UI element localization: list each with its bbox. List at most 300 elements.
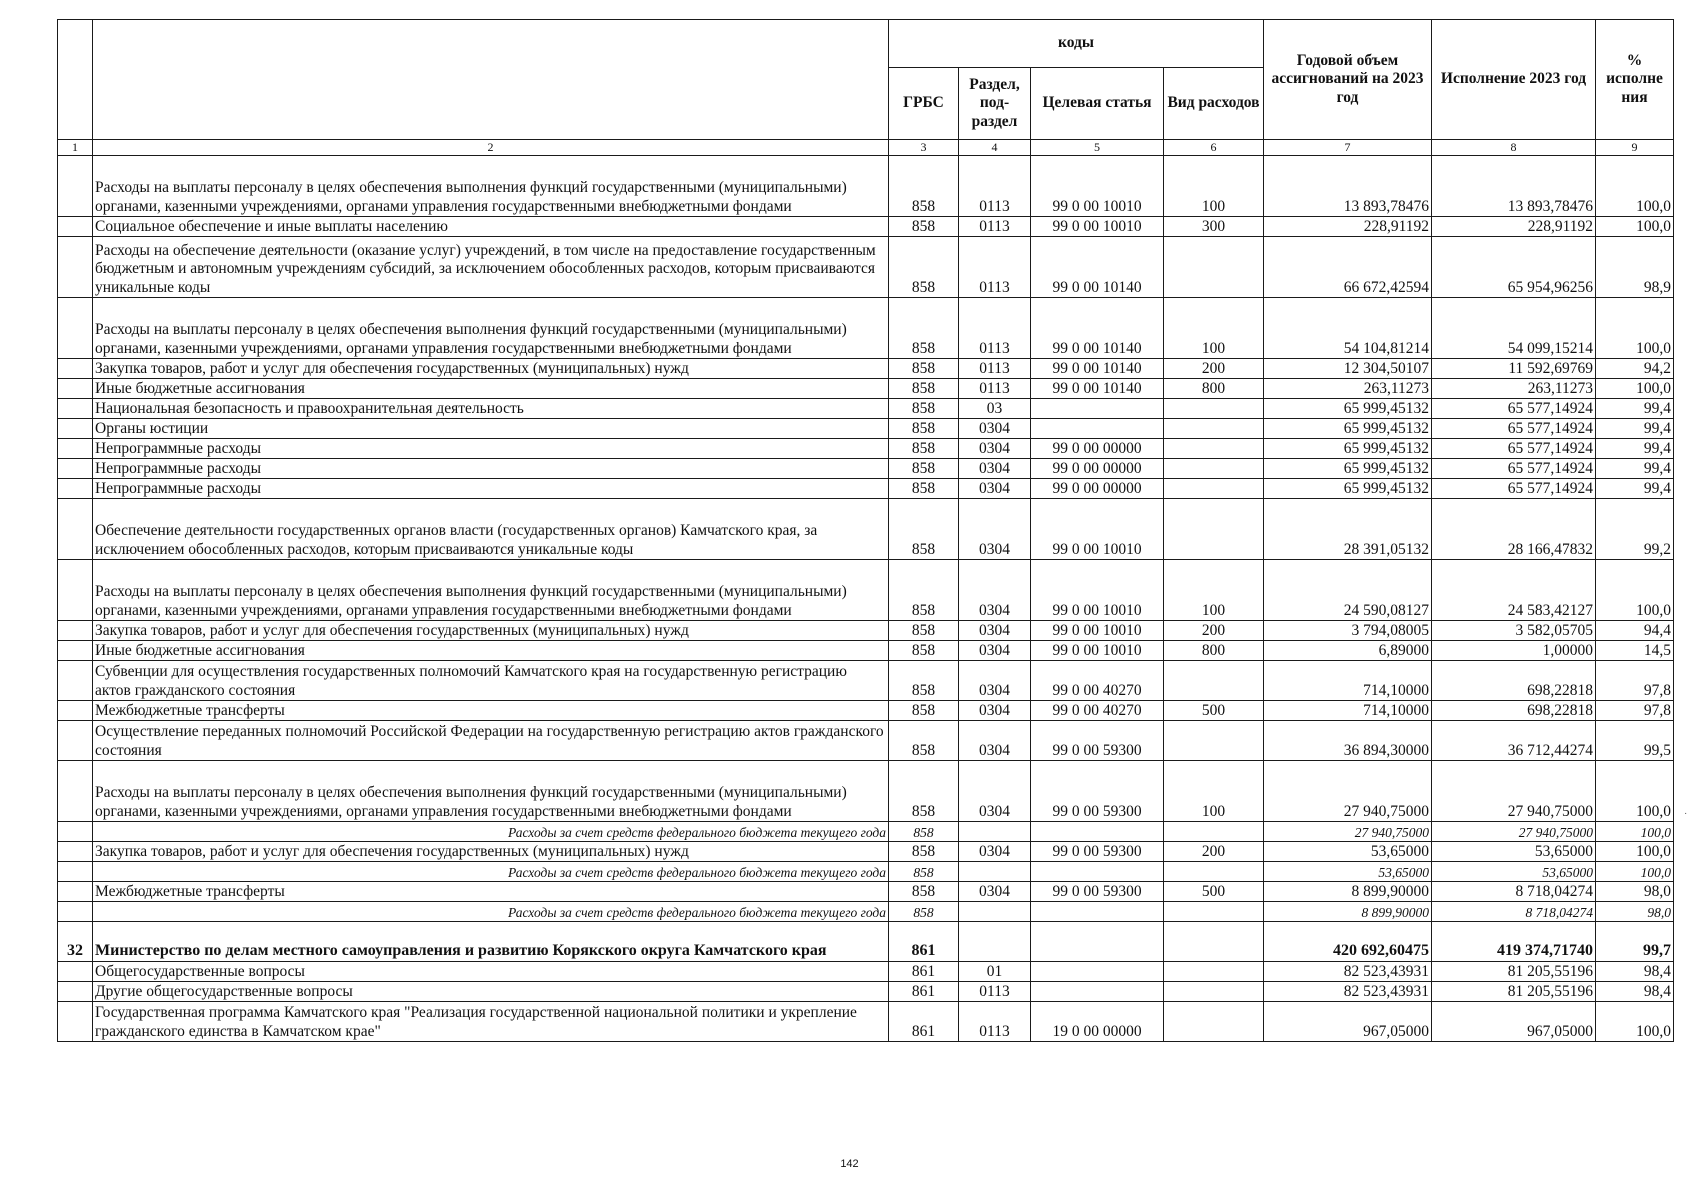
row-annual: 54 104,81214	[1264, 298, 1432, 359]
row-annual: 53,65000	[1264, 842, 1432, 862]
row-vid: 500	[1164, 882, 1264, 902]
row-vid	[1164, 419, 1264, 439]
row-section: 0304	[959, 560, 1031, 621]
row-percent: 100,0	[1596, 842, 1674, 862]
row-vid	[1164, 399, 1264, 419]
row-index	[58, 560, 93, 621]
row-section	[959, 822, 1031, 842]
row-name: Непрограммные расходы	[93, 459, 889, 479]
row-index	[58, 761, 93, 822]
row-name: Расходы за счет средств федерального бюджета текущего года	[93, 822, 889, 842]
row-annual: 24 590,08127	[1264, 560, 1432, 621]
row-section: 0304	[959, 842, 1031, 862]
row-execution: 53,65000	[1432, 862, 1596, 882]
row-section: 0113	[959, 982, 1031, 1002]
row-execution: 27 940,75000	[1432, 761, 1596, 822]
row-percent: 14,5	[1596, 641, 1674, 661]
row-annual: 27 940,75000	[1264, 761, 1432, 822]
row-target	[1031, 902, 1164, 922]
row-execution: 698,22818	[1432, 701, 1596, 721]
row-grbs: 858	[889, 439, 959, 459]
row-grbs: 858	[889, 822, 959, 842]
row-execution: 13 893,78476	[1432, 156, 1596, 217]
row-name: Расходы на выплаты персоналу в целях обеспечения выполнения функций государственными (муниципальными) органами, казенными учреждениями, органами управления государственными внебюджетными фондами	[93, 560, 889, 621]
row-grbs: 858	[889, 560, 959, 621]
row-section: 0113	[959, 237, 1031, 298]
row-grbs: 858	[889, 761, 959, 822]
row-annual: 66 672,42594	[1264, 237, 1432, 298]
table-row	[58, 641, 1674, 661]
row-annual: 65 999,45132	[1264, 439, 1432, 459]
row-section: 0304	[959, 721, 1031, 761]
row-target: 99 0 00 10010	[1031, 217, 1164, 237]
row-section	[959, 922, 1031, 962]
table-row	[58, 439, 1674, 459]
header-codes: коды	[889, 20, 1264, 68]
row-index	[58, 862, 93, 882]
row-grbs: 858	[889, 882, 959, 902]
row-index	[58, 661, 93, 701]
row-annual: 82 523,43931	[1264, 982, 1432, 1002]
table-row	[58, 459, 1674, 479]
table-header	[58, 20, 1674, 156]
row-execution: 27 940,75000	[1432, 822, 1596, 842]
column-number: 1	[58, 140, 93, 156]
table-row	[58, 822, 1674, 842]
row-target: 99 0 00 00000	[1031, 459, 1164, 479]
table-row	[58, 1002, 1674, 1042]
row-annual: 714,10000	[1264, 701, 1432, 721]
row-percent: 100,0	[1596, 822, 1674, 842]
row-target: 99 0 00 40270	[1031, 661, 1164, 701]
row-execution: 3 582,05705	[1432, 621, 1596, 641]
row-vid	[1164, 479, 1264, 499]
row-percent: 98,0	[1596, 882, 1674, 902]
row-vid	[1164, 439, 1264, 459]
row-execution: 65 954,96256	[1432, 237, 1596, 298]
column-number: 5	[1031, 140, 1164, 156]
row-name: Национальная безопасность и правоохранительная деятельность	[93, 399, 889, 419]
row-grbs: 861	[889, 922, 959, 962]
row-index	[58, 479, 93, 499]
row-percent: 100,0	[1596, 862, 1674, 882]
row-execution: 24 583,42127	[1432, 560, 1596, 621]
row-execution: 228,91192	[1432, 217, 1596, 237]
row-target: 99 0 00 10010	[1031, 560, 1164, 621]
row-name: Осуществление переданных полномочий Российской Федерации на государственную регистрацию актов гражданского состояния	[93, 721, 889, 761]
row-name: Непрограммные расходы	[93, 439, 889, 459]
row-percent: 100,0	[1596, 379, 1674, 399]
table-row	[58, 982, 1674, 1002]
row-grbs: 858	[889, 701, 959, 721]
row-grbs: 858	[889, 499, 959, 560]
row-section: 0304	[959, 661, 1031, 701]
row-vid: 100	[1164, 156, 1264, 217]
row-name: Межбюджетные трансферты	[93, 701, 889, 721]
table-row	[58, 479, 1674, 499]
column-number: 4	[959, 140, 1031, 156]
row-execution: 65 577,14924	[1432, 479, 1596, 499]
row-target	[1031, 419, 1164, 439]
row-vid	[1164, 922, 1264, 962]
row-vid: 100	[1164, 298, 1264, 359]
table-row	[58, 882, 1674, 902]
row-grbs: 861	[889, 982, 959, 1002]
row-index	[58, 419, 93, 439]
row-index	[58, 982, 93, 1002]
row-annual: 65 999,45132	[1264, 419, 1432, 439]
table-row	[58, 902, 1674, 922]
row-section: 0304	[959, 499, 1031, 560]
row-name: Расходы за счет средств федерального бюджета текущего года	[93, 862, 889, 882]
row-name: Государственная программа Камчатского края "Реализация государственной национальной политики и укрепление гражданского единства в Камчатском крае"	[93, 1002, 889, 1042]
row-target	[1031, 822, 1164, 842]
table-row	[58, 499, 1674, 560]
row-execution: 65 577,14924	[1432, 419, 1596, 439]
table-row	[58, 701, 1674, 721]
column-number: 3	[889, 140, 959, 156]
row-name: Расходы на выплаты персоналу в целях обеспечения выполнения функций государственными (муниципальными) органами, казенными учреждениями, органами управления государственными внебюджетными фондами	[93, 761, 889, 822]
row-index	[58, 902, 93, 922]
header-section: Раздел, под-раздел	[959, 68, 1031, 140]
row-annual: 263,11273	[1264, 379, 1432, 399]
row-grbs: 858	[889, 237, 959, 298]
row-name: Иные бюджетные ассигнования	[93, 641, 889, 661]
row-grbs: 858	[889, 217, 959, 237]
row-section: 0304	[959, 641, 1031, 661]
row-execution: 967,05000	[1432, 1002, 1596, 1042]
table-row	[58, 379, 1674, 399]
row-section: 0304	[959, 459, 1031, 479]
table-row	[58, 217, 1674, 237]
row-index	[58, 822, 93, 842]
table-row	[58, 721, 1674, 761]
row-grbs: 858	[889, 621, 959, 641]
row-vid: 100	[1164, 761, 1264, 822]
row-name: Закупка товаров, работ и услуг для обеспечения государственных (муниципальных) нужд	[93, 359, 889, 379]
row-grbs: 858	[889, 359, 959, 379]
header-blank-name	[93, 20, 889, 140]
row-section: 01	[959, 962, 1031, 982]
row-percent: 94,4	[1596, 621, 1674, 641]
row-grbs: 858	[889, 641, 959, 661]
row-annual: 8 899,90000	[1264, 882, 1432, 902]
row-grbs: 858	[889, 379, 959, 399]
row-execution: 65 577,14924	[1432, 439, 1596, 459]
row-vid	[1164, 982, 1264, 1002]
header-execution: Исполнение 2023 год	[1432, 20, 1596, 140]
header-blank-index	[58, 20, 93, 140]
row-annual: 65 999,45132	[1264, 399, 1432, 419]
row-execution: 419 374,71740	[1432, 922, 1596, 962]
row-section: 0304	[959, 882, 1031, 902]
row-percent: 99,5	[1596, 721, 1674, 761]
row-name: Социальное обеспечение и иные выплаты населению	[93, 217, 889, 237]
row-annual: 3 794,08005	[1264, 621, 1432, 641]
row-name: Закупка товаров, работ и услуг для обеспечения государственных (муниципальных) нужд	[93, 842, 889, 862]
row-percent: 100,0	[1596, 1002, 1674, 1042]
row-annual: 13 893,78476	[1264, 156, 1432, 217]
row-section: 0304	[959, 479, 1031, 499]
row-target: 19 0 00 00000	[1031, 1002, 1164, 1042]
row-percent: 99,4	[1596, 439, 1674, 459]
row-section	[959, 902, 1031, 922]
row-target: 99 0 00 10140	[1031, 298, 1164, 359]
row-vid: 800	[1164, 641, 1264, 661]
row-vid	[1164, 721, 1264, 761]
row-section: 0113	[959, 156, 1031, 217]
row-index	[58, 156, 93, 217]
table-row	[58, 298, 1674, 359]
row-index	[58, 882, 93, 902]
row-index	[58, 399, 93, 419]
row-grbs: 861	[889, 1002, 959, 1042]
row-index	[58, 641, 93, 661]
row-index	[58, 499, 93, 560]
row-section	[959, 862, 1031, 882]
row-name: Расходы на выплаты персоналу в целях обеспечения выполнения функций государственными (муниципальными) органами, казенными учреждениями, органами управления государственными внебюджетными фондами	[93, 156, 889, 217]
row-target: 99 0 00 00000	[1031, 439, 1164, 459]
row-execution: 28 166,47832	[1432, 499, 1596, 560]
row-annual: 65 999,45132	[1264, 479, 1432, 499]
row-execution: 8 718,04274	[1432, 882, 1596, 902]
table-body	[58, 156, 1674, 1042]
row-name: Иные бюджетные ассигнования	[93, 379, 889, 399]
row-annual: 967,05000	[1264, 1002, 1432, 1042]
row-percent: 99,2	[1596, 499, 1674, 560]
row-percent: 100,0	[1596, 156, 1674, 217]
row-target	[1031, 862, 1164, 882]
row-target: 99 0 00 00000	[1031, 479, 1164, 499]
column-number: 8	[1432, 140, 1596, 156]
row-vid: 100	[1164, 560, 1264, 621]
row-annual: 8 899,90000	[1264, 902, 1432, 922]
row-target	[1031, 962, 1164, 982]
row-percent: 98,0	[1596, 902, 1674, 922]
row-grbs: 858	[889, 479, 959, 499]
row-target: 99 0 00 10140	[1031, 379, 1164, 399]
row-vid	[1164, 459, 1264, 479]
row-grbs: 858	[889, 721, 959, 761]
row-percent: 99,4	[1596, 459, 1674, 479]
row-annual: 27 940,75000	[1264, 822, 1432, 842]
row-execution: 53,65000	[1432, 842, 1596, 862]
row-grbs: 858	[889, 459, 959, 479]
row-index	[58, 459, 93, 479]
row-grbs: 858	[889, 842, 959, 862]
row-grbs: 858	[889, 902, 959, 922]
row-name: Министерство по делам местного самоуправления и развитию Корякского округа Камчатского края	[93, 922, 889, 962]
row-vid	[1164, 862, 1264, 882]
row-index	[58, 237, 93, 298]
row-annual: 714,10000	[1264, 661, 1432, 701]
row-name: Общегосударственные вопросы	[93, 962, 889, 982]
table-row	[58, 962, 1674, 982]
row-vid: 200	[1164, 842, 1264, 862]
row-name: Расходы на выплаты персоналу в целях обеспечения выполнения функций государственными (муниципальными) органами, казенными учреждениями, органами управления государственными внебюджетными фондами	[93, 298, 889, 359]
column-number: 7	[1264, 140, 1432, 156]
row-section: 0113	[959, 359, 1031, 379]
row-annual: 6,89000	[1264, 641, 1432, 661]
row-target: 99 0 00 59300	[1031, 721, 1164, 761]
row-target: 99 0 00 10010	[1031, 499, 1164, 560]
row-index	[58, 298, 93, 359]
row-execution: 65 577,14924	[1432, 459, 1596, 479]
header-target: Целевая статья	[1031, 68, 1164, 140]
row-vid	[1164, 499, 1264, 560]
row-vid: 200	[1164, 359, 1264, 379]
row-section: 0113	[959, 217, 1031, 237]
table-row	[58, 862, 1674, 882]
row-target: 99 0 00 59300	[1031, 882, 1164, 902]
row-percent: 100,0	[1596, 298, 1674, 359]
row-name: Субвенции для осуществления государственных полномочий Камчатского края на государственную регистрацию актов гражданского состояния	[93, 661, 889, 701]
table-row	[58, 621, 1674, 641]
row-vid	[1164, 237, 1264, 298]
table-row	[58, 761, 1674, 822]
row-name: Органы юстиции	[93, 419, 889, 439]
row-percent: 100,0	[1596, 761, 1674, 822]
row-execution: 54 099,15214	[1432, 298, 1596, 359]
row-percent: 97,8	[1596, 661, 1674, 701]
column-number: 2	[93, 140, 889, 156]
row-section: 0304	[959, 419, 1031, 439]
row-percent: 99,4	[1596, 399, 1674, 419]
header-grbs: ГРБС	[889, 68, 959, 140]
row-percent: 100,0	[1596, 560, 1674, 621]
row-vid: 800	[1164, 379, 1264, 399]
row-grbs: 861	[889, 962, 959, 982]
row-annual: 28 391,05132	[1264, 499, 1432, 560]
column-number: 9	[1596, 140, 1674, 156]
row-index	[58, 701, 93, 721]
row-section: 0113	[959, 298, 1031, 359]
row-index	[58, 217, 93, 237]
row-percent: 99,7	[1596, 922, 1674, 962]
row-name: Расходы на обеспечение деятельности (оказание услуг) учреждений, в том числе на предоставление государственным бюджетным и автономным учреждениям субсидий, за исключением обособленных расходов, которым присваиваются уникальные коды	[93, 237, 889, 298]
row-index	[58, 721, 93, 761]
row-section: 0113	[959, 1002, 1031, 1042]
row-execution: 81 205,55196	[1432, 962, 1596, 982]
row-target	[1031, 399, 1164, 419]
row-percent: 100,0	[1596, 217, 1674, 237]
row-execution: 65 577,14924	[1432, 399, 1596, 419]
row-section: 0304	[959, 621, 1031, 641]
row-vid	[1164, 962, 1264, 982]
row-execution: 1,00000	[1432, 641, 1596, 661]
row-percent: 98,4	[1596, 962, 1674, 982]
row-grbs: 858	[889, 661, 959, 701]
row-vid	[1164, 902, 1264, 922]
row-percent: 99,4	[1596, 479, 1674, 499]
row-grbs: 858	[889, 862, 959, 882]
row-percent: 94,2	[1596, 359, 1674, 379]
table-row	[58, 419, 1674, 439]
page-number: 142	[840, 1158, 859, 1170]
table-row	[58, 922, 1674, 962]
row-section: 0304	[959, 439, 1031, 459]
header-vid: Вид расходов	[1164, 68, 1264, 140]
row-percent: 98,4	[1596, 982, 1674, 1002]
header-annual: Годовой объем ассигнований на 2023 год	[1264, 20, 1432, 140]
row-vid: 500	[1164, 701, 1264, 721]
row-target: 99 0 00 10010	[1031, 641, 1164, 661]
column-number: 6	[1164, 140, 1264, 156]
row-target	[1031, 982, 1164, 1002]
row-vid: 300	[1164, 217, 1264, 237]
table-row	[58, 156, 1674, 217]
row-execution: 81 205,55196	[1432, 982, 1596, 1002]
row-execution: 8 718,04274	[1432, 902, 1596, 922]
row-index	[58, 1002, 93, 1042]
row-vid: 200	[1164, 621, 1264, 641]
row-annual: 228,91192	[1264, 217, 1432, 237]
row-target: 99 0 00 40270	[1031, 701, 1164, 721]
table-row	[58, 842, 1674, 862]
row-target: 99 0 00 10010	[1031, 156, 1164, 217]
table-row	[58, 560, 1674, 621]
row-grbs: 858	[889, 399, 959, 419]
row-target: 99 0 00 59300	[1031, 761, 1164, 822]
row-percent: 98,9	[1596, 237, 1674, 298]
row-execution: 36 712,44274	[1432, 721, 1596, 761]
row-annual: 53,65000	[1264, 862, 1432, 882]
row-index	[58, 962, 93, 982]
row-name: Непрограммные расходы	[93, 479, 889, 499]
row-percent: 97,8	[1596, 701, 1674, 721]
row-index	[58, 439, 93, 459]
row-vid	[1164, 822, 1264, 842]
row-section: 0304	[959, 701, 1031, 721]
row-name: Закупка товаров, работ и услуг для обеспечения государственных (муниципальных) нужд	[93, 621, 889, 641]
column-number-row	[58, 140, 1674, 156]
row-target: 99 0 00 59300	[1031, 842, 1164, 862]
row-target: 99 0 00 10140	[1031, 359, 1164, 379]
table-row	[58, 661, 1674, 701]
row-target: 99 0 00 10010	[1031, 621, 1164, 641]
row-execution: 263,11273	[1432, 379, 1596, 399]
row-section: 0304	[959, 761, 1031, 822]
row-target	[1031, 922, 1164, 962]
row-name: Другие общегосударственные вопросы	[93, 982, 889, 1002]
row-name: Обеспечение деятельности государственных органов власти (государственных органов) Камчатского края, за исключением обособленных расходов, которым присваиваются уникальные коды	[93, 499, 889, 560]
budget-table	[57, 19, 1674, 1042]
table-row	[58, 359, 1674, 379]
row-execution: 698,22818	[1432, 661, 1596, 701]
row-vid	[1164, 1002, 1264, 1042]
header-percent: % исполне ния	[1596, 20, 1674, 140]
row-index	[58, 359, 93, 379]
row-grbs: 858	[889, 298, 959, 359]
row-annual: 82 523,43931	[1264, 962, 1432, 982]
row-percent: 99,4	[1596, 419, 1674, 439]
row-name: Расходы за счет средств федерального бюджета текущего года	[93, 902, 889, 922]
row-section: 03	[959, 399, 1031, 419]
row-name: Межбюджетные трансферты	[93, 882, 889, 902]
table-row	[58, 399, 1674, 419]
row-execution: 11 592,69769	[1432, 359, 1596, 379]
row-index	[58, 379, 93, 399]
row-annual: 36 894,30000	[1264, 721, 1432, 761]
row-vid	[1164, 661, 1264, 701]
table-row	[58, 237, 1674, 298]
row-target: 99 0 00 10140	[1031, 237, 1164, 298]
row-section: 0113	[959, 379, 1031, 399]
row-annual: 65 999,45132	[1264, 459, 1432, 479]
row-index: 32	[58, 922, 93, 962]
row-grbs: 858	[889, 156, 959, 217]
row-annual: 420 692,60475	[1264, 922, 1432, 962]
